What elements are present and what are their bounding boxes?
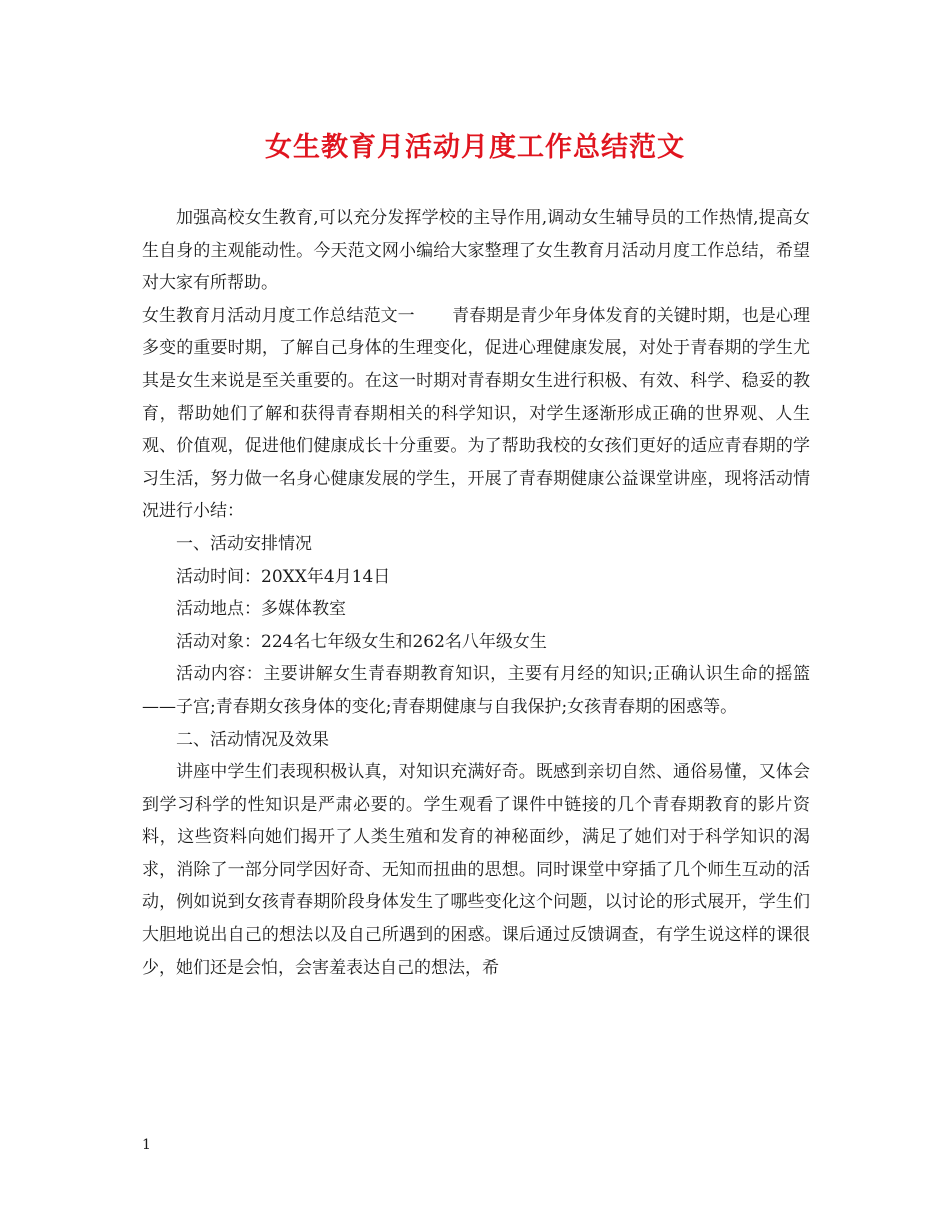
page-number: 1 xyxy=(142,1137,151,1153)
section-heading-arrangement: 一、活动安排情况 xyxy=(176,533,312,554)
effect-paragraph: 讲座中学生们表现积极认真，对知识充满好奇。既感到亲切自然、通俗易懂，又体会到学习科学的性知识是严肃必要的。学生观看了课件中链接的几个青春期教育的影片资料，这些资料向她们揭开了人类生殖和发育的神秘面纱，满足了她们对于科学知识的渴求，消除了一部分同学因好奇、无知而扭曲的思想。同时课堂中穿插了几个师生互动的活动，例如说到女孩青春期阶段身体发生了哪些变化这个问题，以讨论的形式展开，学生们大胆地说出自己的想法以及自己所遇到的困惑。课后通过反馈调查，有学生说这样的课很少，她们还是会怕，会害羞表达自己的想法，希 xyxy=(142,762,810,978)
activity-target: 活动对象：224名七年级女生和262名八年级女生 xyxy=(176,631,547,652)
sample-paragraph xyxy=(142,300,810,528)
sample-title: 女生教育月活动月度工作总结范文一 xyxy=(142,305,415,326)
document-body xyxy=(142,202,810,984)
document-title: 女生教育月活动月度工作总结范文 xyxy=(265,132,685,163)
activity-place: 活动地点：多媒体教室 xyxy=(176,599,346,620)
sample-body: 青春期是青少年身体发育的关键时期，也是心理多变的重要时期，了解自己身体的生理变化，促进心理健康发展，对处于青春期的学生尤其是女生来说是至关重要的。在这一时期对青春期女生进行积极、有效、科学、稳妥的教育，帮助她们了解和获得青春期相关的科学知识，对学生逐渐形成正确的世界观、人生观、价值观，促进他们健康成长十分重要。为了帮助我校的女孩们更好的适应青春期的学习生活，努力做一名身心健康发展的学生，开展了青春期健康公益课堂讲座，现将活动情况进行小结： xyxy=(142,305,811,522)
section-heading-effect: 二、活动情况及效果 xyxy=(176,729,329,750)
activity-time: 活动时间：20XX年4月14日 xyxy=(176,566,391,587)
activity-content: 活动内容：主要讲解女生青春期教育知识，主要有月经的知识;正确认识生命的摇篮——子宫;青春期女孩身体的变化;青春期健康与自我保护;女孩青春期的困惑等。 xyxy=(142,664,810,717)
intro-paragraph: 加强高校女生教育,可以充分发挥学校的主导作用,调动女生辅导员的工作热情,提高女生自身的主观能动性。今天范文网小编给大家整理了女生教育月活动月度工作总结，希望对大家有所帮助。 xyxy=(142,208,810,294)
